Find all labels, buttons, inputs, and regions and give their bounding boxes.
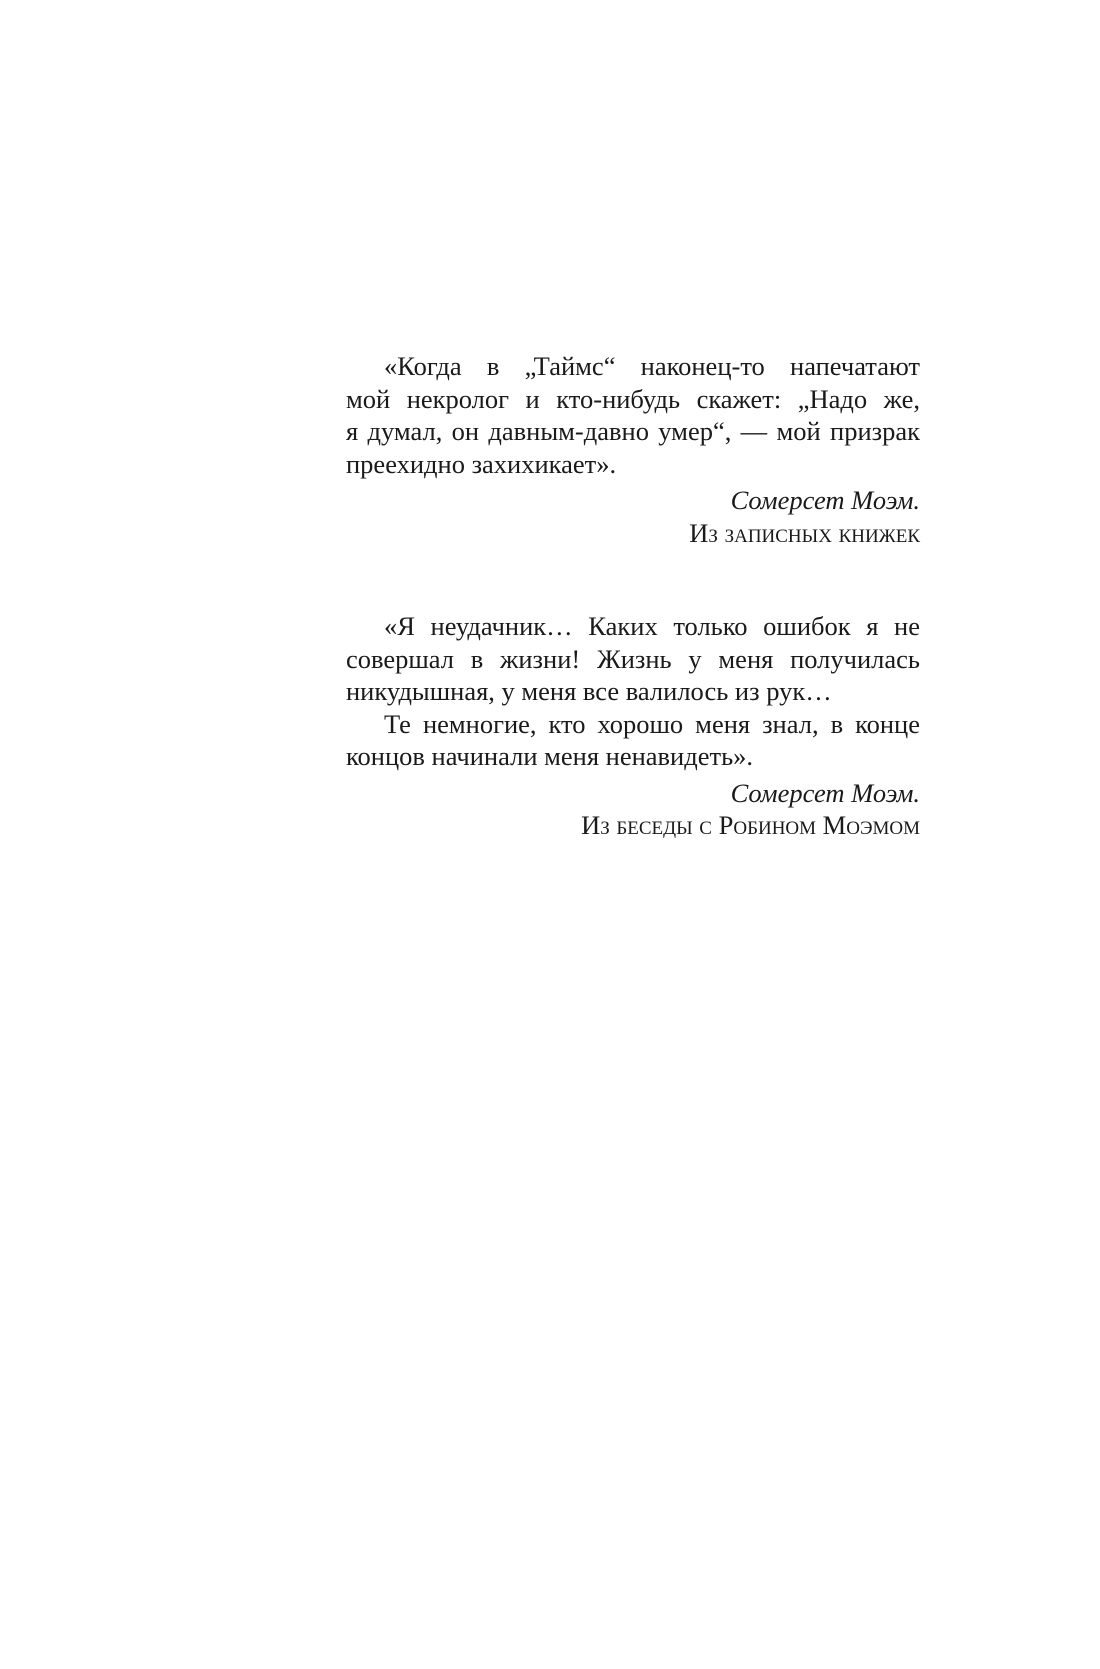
quote-line: «Когда в „Таймс“ наконец-то напечатают (384, 351, 920, 381)
epigraph-conversation (346, 610, 920, 842)
epigraph-source: Из записных книжек (689, 517, 920, 548)
epigraph-notebooks (346, 350, 920, 549)
quote-line: я думал, он давным-давно умер“, — мой призрак (346, 416, 920, 446)
quote-line: концов начинали меня ненавидеть». (346, 741, 754, 771)
quote-line: преехидно захихикает». (346, 448, 617, 479)
epigraph-author: Сомерсет Моэм. (730, 485, 920, 515)
quote-line: Те немногие, кто хорошо меня знал, в конце (384, 708, 920, 739)
quote-line: совершал в жизни! Жизнь у меня получилась (346, 643, 920, 674)
quote-line: никудышная, у меня все валилось из рук… (346, 676, 832, 706)
quote-line: «Я неудачник… Каких только ошибок я не (384, 611, 920, 641)
epigraph-source: Из беседы с Робином Моэмом (581, 810, 920, 840)
epigraph-author: Сомерсет Моэм. (730, 777, 920, 808)
quote-line: мой некролог и кто-нибудь скажет: „Надо же, (346, 383, 920, 414)
